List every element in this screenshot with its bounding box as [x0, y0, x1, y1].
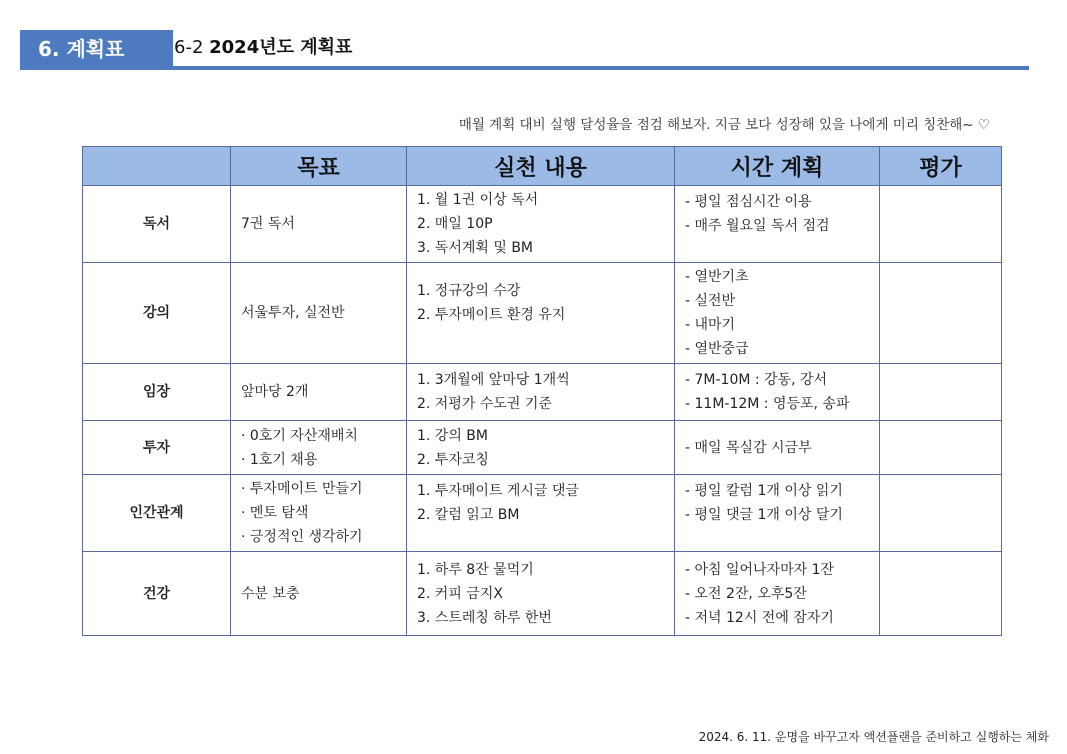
row-category: 독서	[83, 186, 231, 263]
row-time	[675, 552, 880, 636]
goal-item: · 긍정적인 생각하기	[241, 529, 363, 545]
row-goal	[231, 475, 407, 552]
time-item: - 오전 2잔, 오후5잔	[685, 585, 807, 602]
action-item: 2. 투자코칭	[417, 451, 489, 468]
subtitle: 매월 계획 대비 실행 달성율을 점검 해보자. 지금 보다 성장해 있을 나에게 미리 칭찬해~ ♡	[458, 117, 990, 133]
row-time	[675, 421, 880, 475]
plan-table	[82, 146, 1002, 636]
time-item: - 평일 댓글 1개 이상 달기	[685, 507, 843, 523]
row-actions	[407, 475, 675, 552]
row-category: 인간관계	[83, 475, 231, 552]
table-row	[83, 263, 1002, 364]
title-main: 2024년도 계획표	[209, 37, 353, 58]
time-item: - 7M-10M : 강동, 강서	[685, 372, 828, 388]
time-item: - 평일 칼럼 1개 이상 읽기	[685, 483, 843, 499]
time-item: - 11M-12M : 영등포, 송파	[685, 396, 850, 412]
row-eval	[880, 364, 1002, 421]
goal-item: 7권 독서	[241, 216, 295, 232]
title-prefix: 6-2	[174, 37, 210, 58]
goal-item: · 투자메이트 만들기	[241, 481, 363, 497]
time-item: - 매주 월요일 독서 점검	[685, 218, 830, 234]
header-time: 시간 계획	[675, 147, 880, 186]
row-goal	[231, 364, 407, 421]
goal-item: 앞마당 2개	[241, 384, 309, 400]
time-item: - 매일 목실감 시금부	[685, 439, 812, 456]
row-goal	[231, 421, 407, 475]
row-eval	[880, 186, 1002, 263]
time-item: - 열반중급	[685, 341, 749, 357]
row-actions	[407, 263, 675, 364]
row-eval	[880, 421, 1002, 475]
action-item: 1. 3개월에 앞마당 1개씩	[417, 372, 570, 388]
row-eval	[880, 263, 1002, 364]
action-item: 3. 독서계획 및 BM	[417, 240, 534, 256]
page-title	[174, 30, 352, 66]
action-item: 2. 칼럼 읽고 BM	[417, 507, 520, 523]
row-actions	[407, 421, 675, 475]
time-item: - 열반기초	[685, 269, 749, 285]
row-category: 투자	[83, 421, 231, 475]
row-time	[675, 263, 880, 364]
header-goal: 목표	[231, 147, 407, 186]
row-time	[675, 364, 880, 421]
action-item: 2. 투자메이트 환경 유지	[417, 307, 566, 323]
row-goal	[231, 552, 407, 636]
row-time	[675, 475, 880, 552]
action-item: 1. 투자메이트 게시글 댓글	[417, 483, 579, 499]
goal-item: 서울투자, 실전반	[241, 305, 345, 321]
action-item: 2. 커피 금지X	[417, 585, 503, 602]
row-actions	[407, 186, 675, 263]
table-header-row	[83, 147, 1002, 186]
row-eval	[880, 475, 1002, 552]
action-item: 2. 매일 10P	[417, 216, 493, 232]
row-goal	[231, 263, 407, 364]
row-eval	[880, 552, 1002, 636]
row-actions	[407, 552, 675, 636]
table-row	[83, 552, 1002, 636]
action-item: 1. 하루 8잔 물먹기	[417, 561, 534, 578]
section-tab: 6. 계획표	[20, 30, 173, 69]
time-item: - 아침 일어나자마자 1잔	[685, 561, 835, 578]
header-category	[83, 147, 231, 186]
table-row	[83, 364, 1002, 421]
time-item: - 저녁 12시 전에 잠자기	[685, 609, 834, 626]
time-item: - 평일 점심시간 이용	[685, 194, 812, 210]
time-item: - 실전반	[685, 293, 736, 309]
action-item: 1. 월 1권 이상 독서	[417, 192, 539, 208]
row-category: 건강	[83, 552, 231, 636]
goal-item: 수분 보충	[241, 585, 300, 602]
row-actions	[407, 364, 675, 421]
table-row	[83, 186, 1002, 263]
time-item: - 내마기	[685, 317, 736, 333]
action-item: 1. 정규강의 수강	[417, 283, 521, 299]
header-action: 실천 내용	[407, 147, 675, 186]
row-category: 강의	[83, 263, 231, 364]
row-time	[675, 186, 880, 263]
header-divider	[20, 66, 1029, 70]
row-goal	[231, 186, 407, 263]
footer-note: 2024. 6. 11. 운명을 바꾸고자 액션플랜을 준비하고 실행하는 체화	[698, 730, 1049, 744]
table-row	[83, 421, 1002, 475]
action-item: 3. 스트레칭 하루 한번	[417, 609, 552, 626]
row-category: 임장	[83, 364, 231, 421]
goal-item: · 1호기 채용	[241, 451, 318, 468]
header-eval: 평가	[880, 147, 1002, 186]
action-item: 2. 저평가 수도권 기준	[417, 396, 552, 412]
action-item: 1. 강의 BM	[417, 427, 488, 444]
goal-item: · 멘토 탐색	[241, 505, 309, 521]
goal-item: · 0호기 자산재배치	[241, 427, 358, 444]
table-row	[83, 475, 1002, 552]
